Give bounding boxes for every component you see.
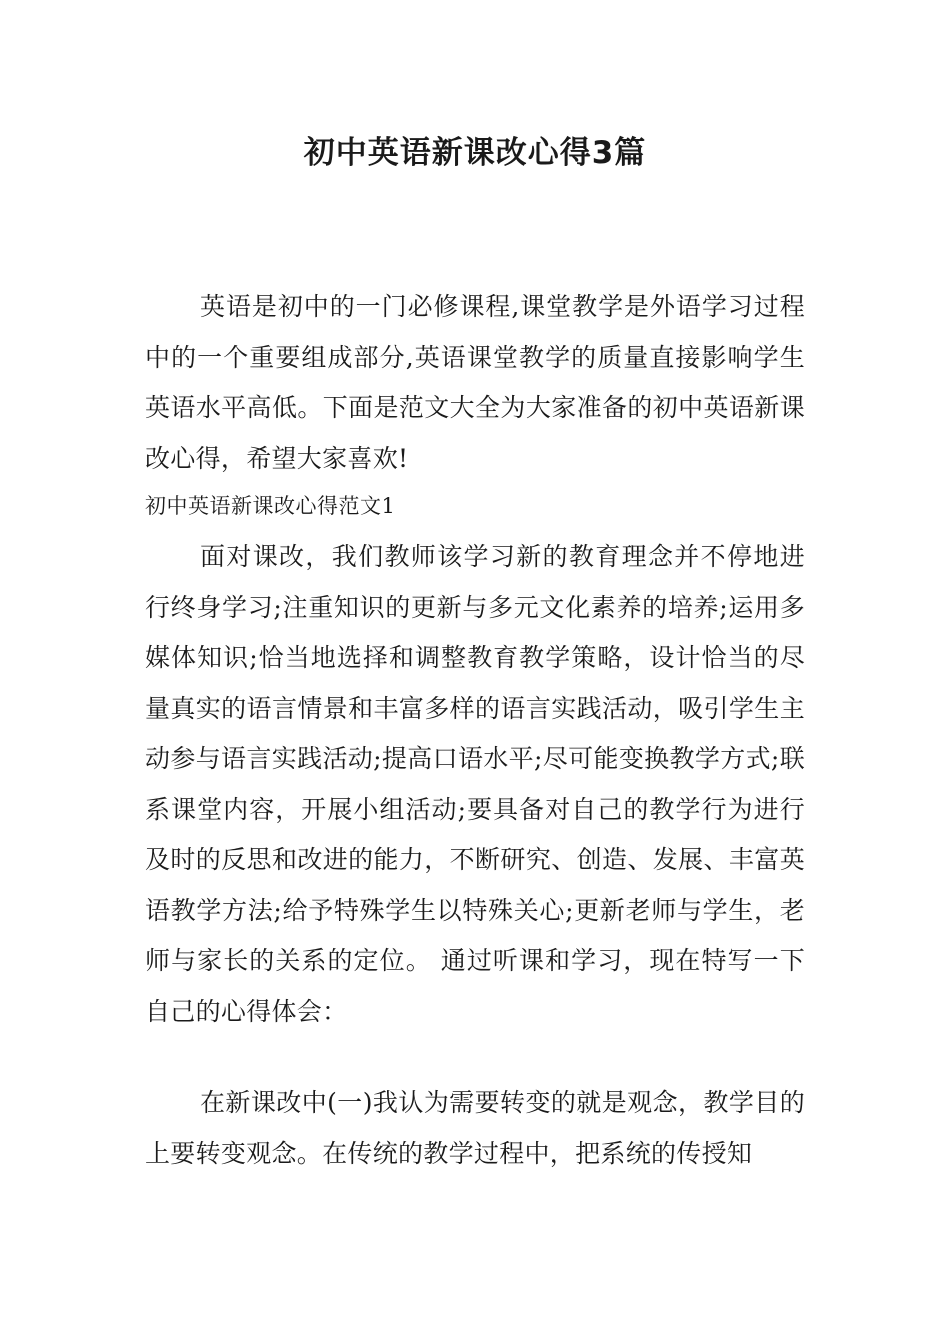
section-heading: 初中英语新课改心得范文1 [145, 494, 396, 518]
body-paragraph-1: 面对课改，我们教师该学习新的教育理念并不停地进行终身学习;注重知识的更新与多元文化素养的培养;运用多媒体知识;恰当地选择和调整教育教学策略，设计恰当的尽量真实的语言情景和丰富多样的语言实践活动，吸引学生主动参与语言实践活动;提高口语水平;尽可能变换教学方式;联系课堂内容，开展小组活动;要具备对自己的教学行为进行及时的反思和改进的能力，不断研究、创造、发展、丰富英语教学方法;给予特殊学生以特殊关心;更新老师与学生，老师与家长的关系的定位。 通过听课和学习，现在特写一下自己的心得体会： [145, 542, 805, 1026]
intro-paragraph: 英语是初中的一门必修课程,课堂教学是外语学习过程中的一个重要组成部分,英语课堂教学的质量直接影响学生英语水平高低。下面是范文大全为大家准备的初中英语新课改心得，希望大家喜欢! [145, 292, 805, 473]
document-title: 初中英语新课改心得3篇 [303, 135, 647, 171]
body-paragraph-2: 在新课改中(一)我认为需要转变的就是观念，教学目的上要转变观念。在传统的教学过程中，把系统的传授知 [145, 1088, 805, 1168]
